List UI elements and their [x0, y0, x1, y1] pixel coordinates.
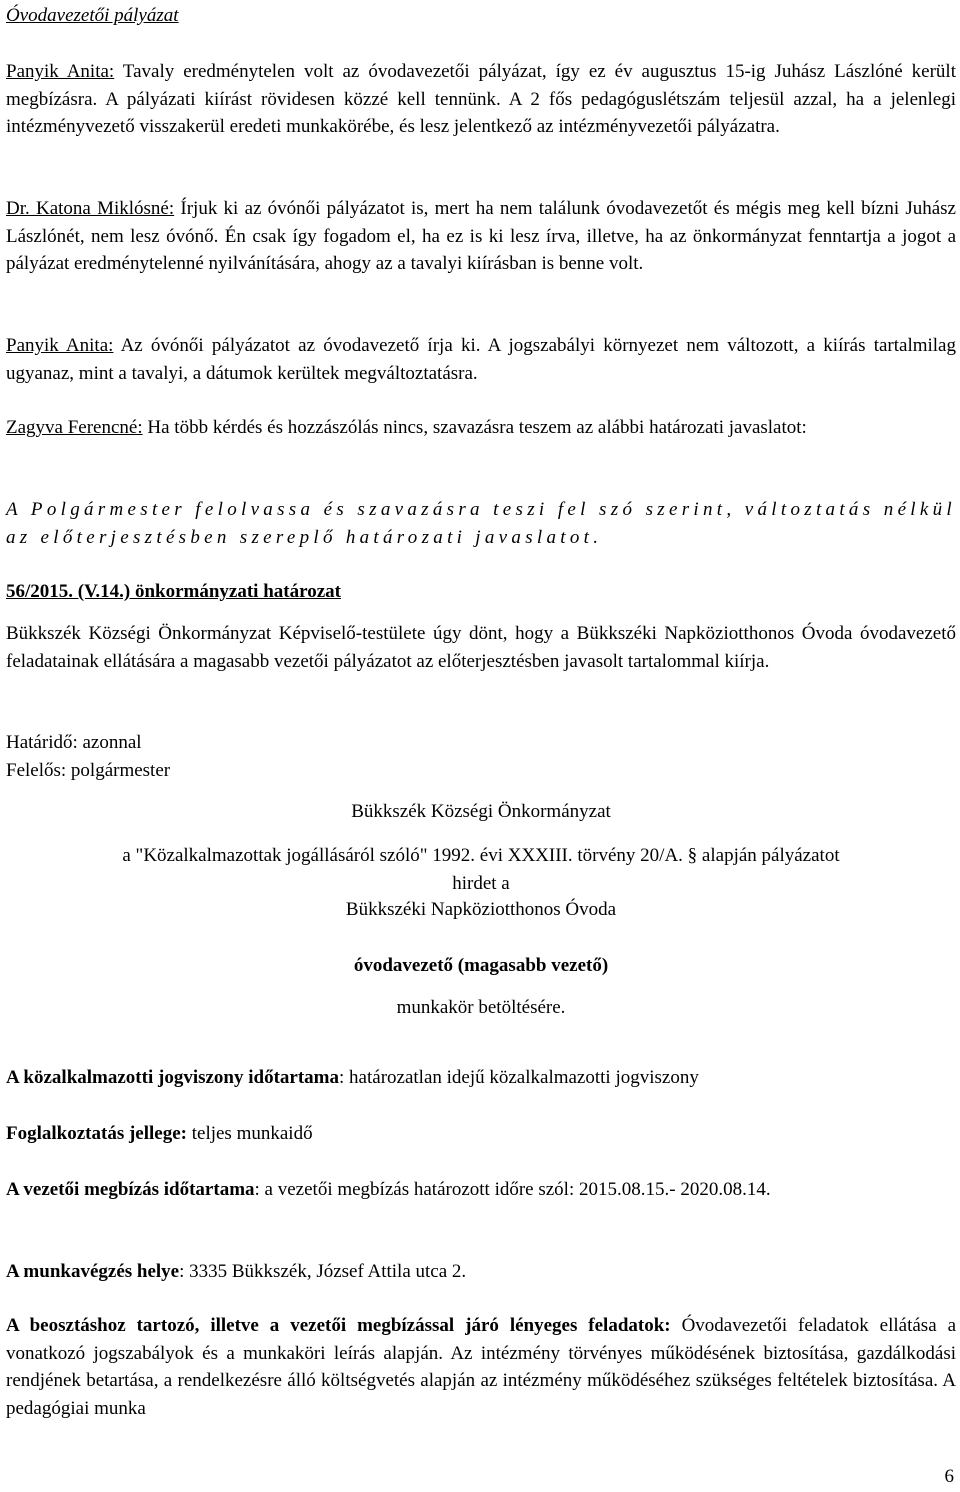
- field-label: A vezetői megbízás időtartama: [6, 1179, 255, 1200]
- paragraph-polgarmester: A Polgármester felolvassa és szavazásra teszi fel szó szerint, változtatás nélkül az előterjesztésben szereplő határozati javaslatot.: [6, 499, 956, 548]
- field-value: Óvodavezetői feladatok ellátása a vonatkozó jogszabályok és a munkaköri leírás alapján. Az intézmény törvényes működésének biztosítása, gazdálkodási rendjének betartása, a rendelkezésre álló költségvetés alapján az intézmény működéséhez szükséges feltételek biztosítása. A pedagógiai munka: [6, 1315, 956, 1419]
- paragraph-text: Írjuk ki az óvónői pályázatot is, mert ha nem találunk óvodavezetőt és mégis meg kell bízni Juhász Lászlónét, nem lesz óvónő. Én csak így fogadom el, ha ez is ki lesz írva, illetve, ha az önkormányzat fenntartja a jogot a pályázat eredménytelenné nyilvánítására, ahogy az a tavalyi kiírásban is benne volt.: [6, 198, 956, 274]
- announcement-institution: Bükkszéki Napköziotthonos Óvoda: [345, 899, 617, 920]
- paragraph-text: Ha több kérdés és hozzászólás nincs, szavazásra teszem az alábbi határozati javaslatot:: [142, 417, 807, 438]
- paragraph-panyik-2: [6, 332, 956, 387]
- field-employment-duration: [6, 1064, 956, 1092]
- speaker-name: Panyik Anita:: [6, 335, 114, 356]
- resolution-responsible: Felelős: polgármester: [6, 760, 171, 781]
- field-value: : a vezetői megbízás határozott időre szól: 2015.08.15.- 2020.08.14.: [254, 1179, 771, 1200]
- field-duties: [6, 1312, 956, 1422]
- announcement-position: óvodavezető (magasabb vezető): [353, 955, 609, 976]
- field-label: A beosztáshoz tartozó, illetve a vezetői megbízással járó lényeges feladatok:: [6, 1315, 671, 1336]
- field-label: A közalkalmazotti jogviszony időtartama: [6, 1067, 340, 1088]
- field-label: A munkavégzés helye: [6, 1261, 180, 1282]
- field-mandate-duration: [6, 1176, 956, 1204]
- page-number: 6: [944, 1466, 954, 1487]
- announcement-issuer: Bükkszék Községi Önkormányzat: [351, 801, 611, 822]
- speaker-name: Zagyva Ferencné:: [6, 417, 143, 438]
- paragraph-text: Tavaly eredménytelen volt az óvodavezetői pályázat, így ez év augusztus 15-ig Juhász Lászlóné került megbízásra. A pályázati kiírást rövidesen közzé kell tennünk. A 2 fős pedagóguslétszám teljesül azzal, ha a jelenlegi intézményvezető visszakerül eredeti munkakörébe, és lesz jelentkező az intézményvezetői pályázatra.: [6, 61, 956, 137]
- field-value: : 3335 Bükkszék, József Attila utca 2.: [179, 1261, 467, 1282]
- resolution-title: 56/2015. (V.14.) önkormányzati határozat: [6, 581, 341, 602]
- field-value: : határozatlan idejű közalkalmazotti jogviszony: [339, 1067, 699, 1088]
- section-heading: Óvodavezetői pályázat: [6, 5, 179, 26]
- speaker-name: Dr. Katona Miklósné:: [6, 198, 175, 219]
- paragraph-zagyva: [6, 414, 956, 442]
- field-value: teljes munkaidő: [186, 1123, 313, 1144]
- paragraph-text: Az óvónői pályázatot az óvodavezető írja ki. A jogszabályi környezet nem változott, a kiírás tartalmilag ugyanaz, mint a tavalyi, a dátumok kerültek megváltoztatásra.: [6, 335, 956, 384]
- announcement-purpose: munkakör betöltésére.: [396, 997, 566, 1018]
- paragraph-katona: [6, 195, 956, 278]
- field-employment-type: [6, 1120, 956, 1148]
- field-label: Foglalkoztatás jellege:: [6, 1123, 187, 1144]
- speaker-name: Panyik Anita:: [6, 61, 115, 82]
- field-workplace: [6, 1258, 956, 1286]
- announcement-legal-basis: a "Közalkalmazottak jogállásáról szóló" 1992. évi XXXIII. törvény 20/A. § alapján pályázatot: [122, 845, 840, 866]
- announcement-hirdet: hirdet a: [452, 873, 510, 894]
- resolution-text: Bükkszék Községi Önkormányzat Képviselő-testülete úgy dönt, hogy a Bükkszéki Napköziotthonos Óvoda óvodavezető feladatainak ellátására a magasabb vezetői pályázatot az előterjesztésben javasolt tartalommal kiírja.: [6, 623, 956, 672]
- resolution-deadline: Határidő: azonnal: [6, 732, 142, 753]
- paragraph-panyik-1: [6, 58, 956, 141]
